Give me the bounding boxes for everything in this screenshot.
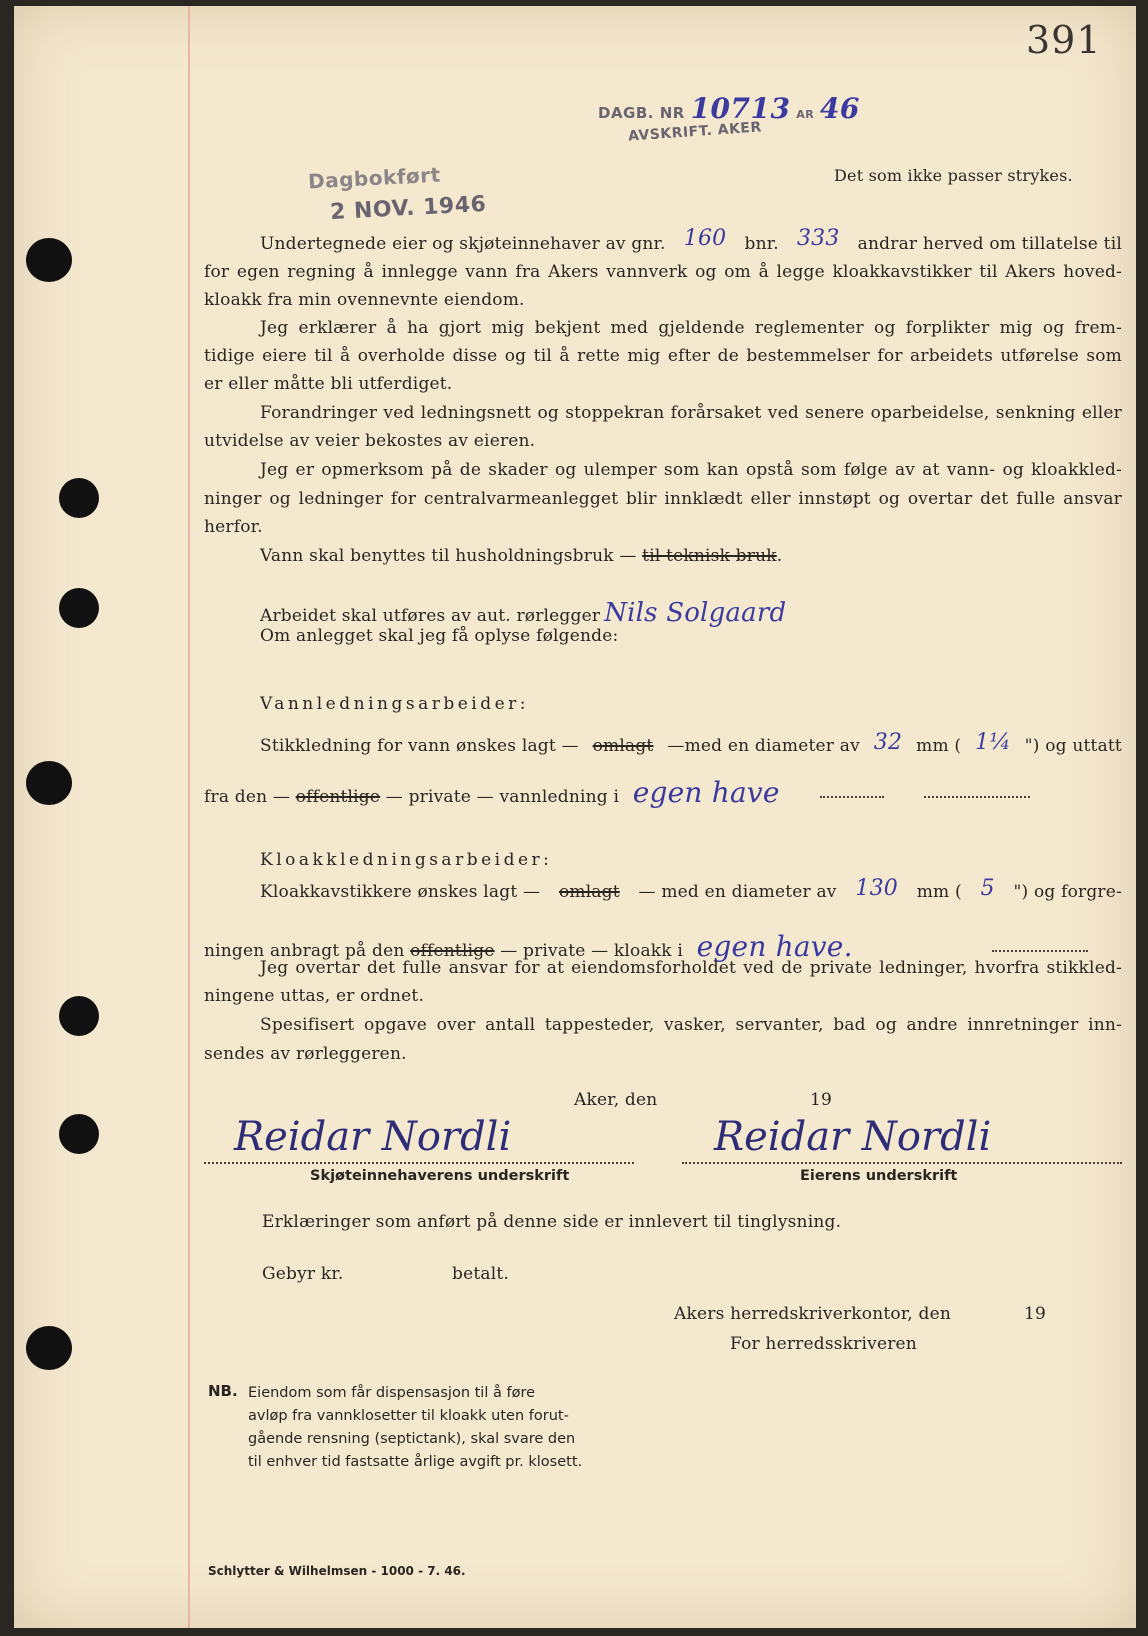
avskrift-stamp: AVSKRIFT. AKER: [627, 119, 763, 145]
water-line2: [204, 776, 780, 809]
binder-hole: [26, 761, 72, 805]
plumber-name: Nils Solgaard: [604, 598, 787, 628]
p2-line1: Jeg erklærer å ha gjort mig bekjent med gjeldende reglementer og forplikter mig og frem-: [260, 318, 1122, 338]
sewer-location: egen have.: [696, 930, 853, 963]
water-use-text: Vann skal benyttes til husholdningsbruk —: [260, 546, 637, 566]
document-page: [14, 6, 1136, 1628]
p4-line1: Jeg er opmerksom på de skader og ulemper som kan opstå som følge av at vann- og kloakkled-: [260, 460, 1122, 480]
fee-paid: betalt.: [452, 1264, 509, 1284]
water-line1-struck: omlagt: [592, 736, 654, 756]
sign-place: Aker, den: [574, 1090, 658, 1110]
dagb-year: 46: [819, 92, 860, 125]
sign-year: 19: [810, 1090, 833, 1110]
specification-line1: Spesifisert opgave over antall tappesteder, vasker, servanter, bad og andre innretninger inn-: [260, 1015, 1122, 1035]
sewer-line1: [260, 876, 1122, 902]
owner-holder-signature: Reidar Nordli: [234, 1114, 512, 1160]
water-line1-d: ") og uttatt: [1024, 736, 1122, 756]
nb-label: NB.: [208, 1382, 238, 1400]
p1-line3: kloakk fra min ovennevnte eiendom.: [204, 290, 525, 310]
nb-line4: til enhver tid fastsatte årlige avgift pr. klosett.: [248, 1454, 583, 1470]
bnr-label: bnr.: [744, 234, 779, 254]
strike-note: Det som ikke passer strykes.: [834, 166, 1073, 185]
dagb-prefix: DAGB. NR: [598, 104, 685, 122]
office-line2: For herredsskriveren: [730, 1334, 917, 1354]
dagbokfort-date: 2 NOV. 1946: [329, 191, 487, 226]
owner-signature: Reidar Nordli: [714, 1114, 992, 1160]
dagb-number: 10713: [690, 92, 791, 125]
sewer-diameter-in: 5: [980, 876, 995, 901]
nb-line1: Eiendom som får dispensasjon til å føre: [248, 1385, 536, 1401]
water-diameter-mm: 32: [873, 730, 903, 755]
left-signature-line: [204, 1162, 634, 1164]
binder-hole: [26, 238, 72, 282]
sewer-location-dots: [992, 950, 1088, 952]
sewer-line1-b: — med en diameter av: [638, 882, 837, 902]
printer-imprint: Schlytter & Wilhelmsen - 1000 - 7. 46.: [208, 1564, 466, 1578]
p4-line3: herfor.: [204, 517, 263, 537]
water-location-dots: [820, 796, 884, 798]
office-year: 19: [1024, 1304, 1047, 1324]
responsibility-line2: ningene uttas, er ordnet.: [204, 986, 425, 1006]
water-use-line: [260, 546, 782, 566]
specification-line2: sendes av rørleggeren.: [204, 1044, 407, 1064]
p1-line2: for egen regning å innlegge vann fra Akers vannverk og om å legge kloakkavstikker til Akers hoved-: [204, 262, 1122, 282]
water-location: egen have: [632, 776, 780, 809]
binder-hole: [59, 1114, 99, 1154]
water-line1: [260, 730, 1122, 756]
responsibility-line1: Jeg overtar det fulle ansvar for at eiendomsforholdet ved de private ledninger, hvorfra stikkled-: [260, 958, 1122, 978]
binder-hole: [59, 478, 99, 518]
water-use-end: .: [776, 546, 783, 566]
right-signature-caption: Eierens underskrift: [800, 1168, 958, 1184]
binder-hole: [26, 1326, 72, 1370]
water-line2-a: fra den —: [204, 787, 291, 807]
sewer-diameter-mm: 130: [855, 876, 898, 901]
sewer-line1-d: ") og forgre-: [1013, 882, 1122, 902]
p3-line1: Forandringer ved ledningsnett og stoppekran forårsaket ved senere oparbeidelse, senkning eller: [260, 403, 1122, 423]
water-line2-struck: offentlige: [295, 787, 381, 807]
gnr-value: 160: [683, 226, 727, 251]
dagb-stamp: [598, 92, 860, 125]
sewer-heading: Kloakkledningsarbeider:: [260, 850, 553, 870]
water-heading: Vannledningsarbeider:: [260, 694, 530, 714]
sewer-line1-c: mm (: [916, 882, 962, 902]
sewer-line2-a: ningen anbragt på den: [204, 941, 405, 961]
p2-line3: er eller måtte bli utferdiget.: [204, 374, 453, 394]
right-signature-line: [682, 1162, 1122, 1164]
left-signature-caption: Skjøteinnehaverens underskrift: [310, 1168, 570, 1184]
page-number: 391: [1026, 18, 1102, 62]
p2-line2: tidige eiere til å overholde disse og til å rette mig efter de bestemmelser for arbeidets utførelse som: [204, 346, 1122, 366]
margin-rule: [188, 6, 190, 1628]
fee-label: Gebyr kr.: [262, 1264, 344, 1284]
water-location-dots-2: [924, 796, 1030, 798]
p1-intro: Undertegnede eier og skjøteinnehaver av gnr.: [260, 234, 666, 254]
sewer-line2-struck: offentlige: [410, 941, 495, 961]
p3-line2: utvidelse av veier bekostes av eieren.: [204, 431, 536, 451]
dagbokfort-label: Dagbokført: [307, 162, 442, 194]
dagb-year-label: AR: [796, 108, 815, 121]
p1-request: andrar herved om tillatelse til: [857, 234, 1122, 254]
water-line2-b: — private — vannledning i: [385, 787, 620, 807]
sewer-line1-struck: omlagt: [558, 882, 620, 902]
work-label: Arbeidet skal utføres av aut. rørlegger: [260, 606, 601, 626]
p4-line2: ninger og ledninger for centralvarmeanlegget blir innklædt eller innstøpt og overtar det fulle ansvar: [204, 489, 1122, 509]
water-diameter-in: 1¼: [975, 730, 1011, 755]
inform-line: Om anlegget skal jeg få oplyse følgende:: [260, 626, 619, 646]
bnr-value: 333: [796, 226, 840, 251]
nb-line3: gående rensning (septictank), skal svare den: [248, 1431, 576, 1447]
office-line1: Akers herredskriverkontor, den: [674, 1304, 951, 1324]
binder-hole: [59, 588, 99, 628]
water-line1-c: mm (: [916, 736, 962, 756]
sewer-line1-a: Kloakkavstikkere ønskes lagt —: [260, 882, 541, 902]
water-use-struck: til teknisk bruk: [642, 546, 777, 566]
binder-hole: [59, 996, 99, 1036]
water-line1-b: —med en diameter av: [667, 736, 860, 756]
registration-note: Erklæringer som anført på denne side er innlevert til tinglysning.: [262, 1212, 842, 1232]
sewer-line2-b: — private — kloakk i: [500, 941, 684, 961]
work-line: [260, 598, 786, 628]
water-line1-a: Stikkledning for vann ønskes lagt —: [260, 736, 579, 756]
p1-line1: [260, 226, 1122, 254]
nb-line2: avløp fra vannklosetter til kloakk uten forut-: [248, 1408, 569, 1424]
